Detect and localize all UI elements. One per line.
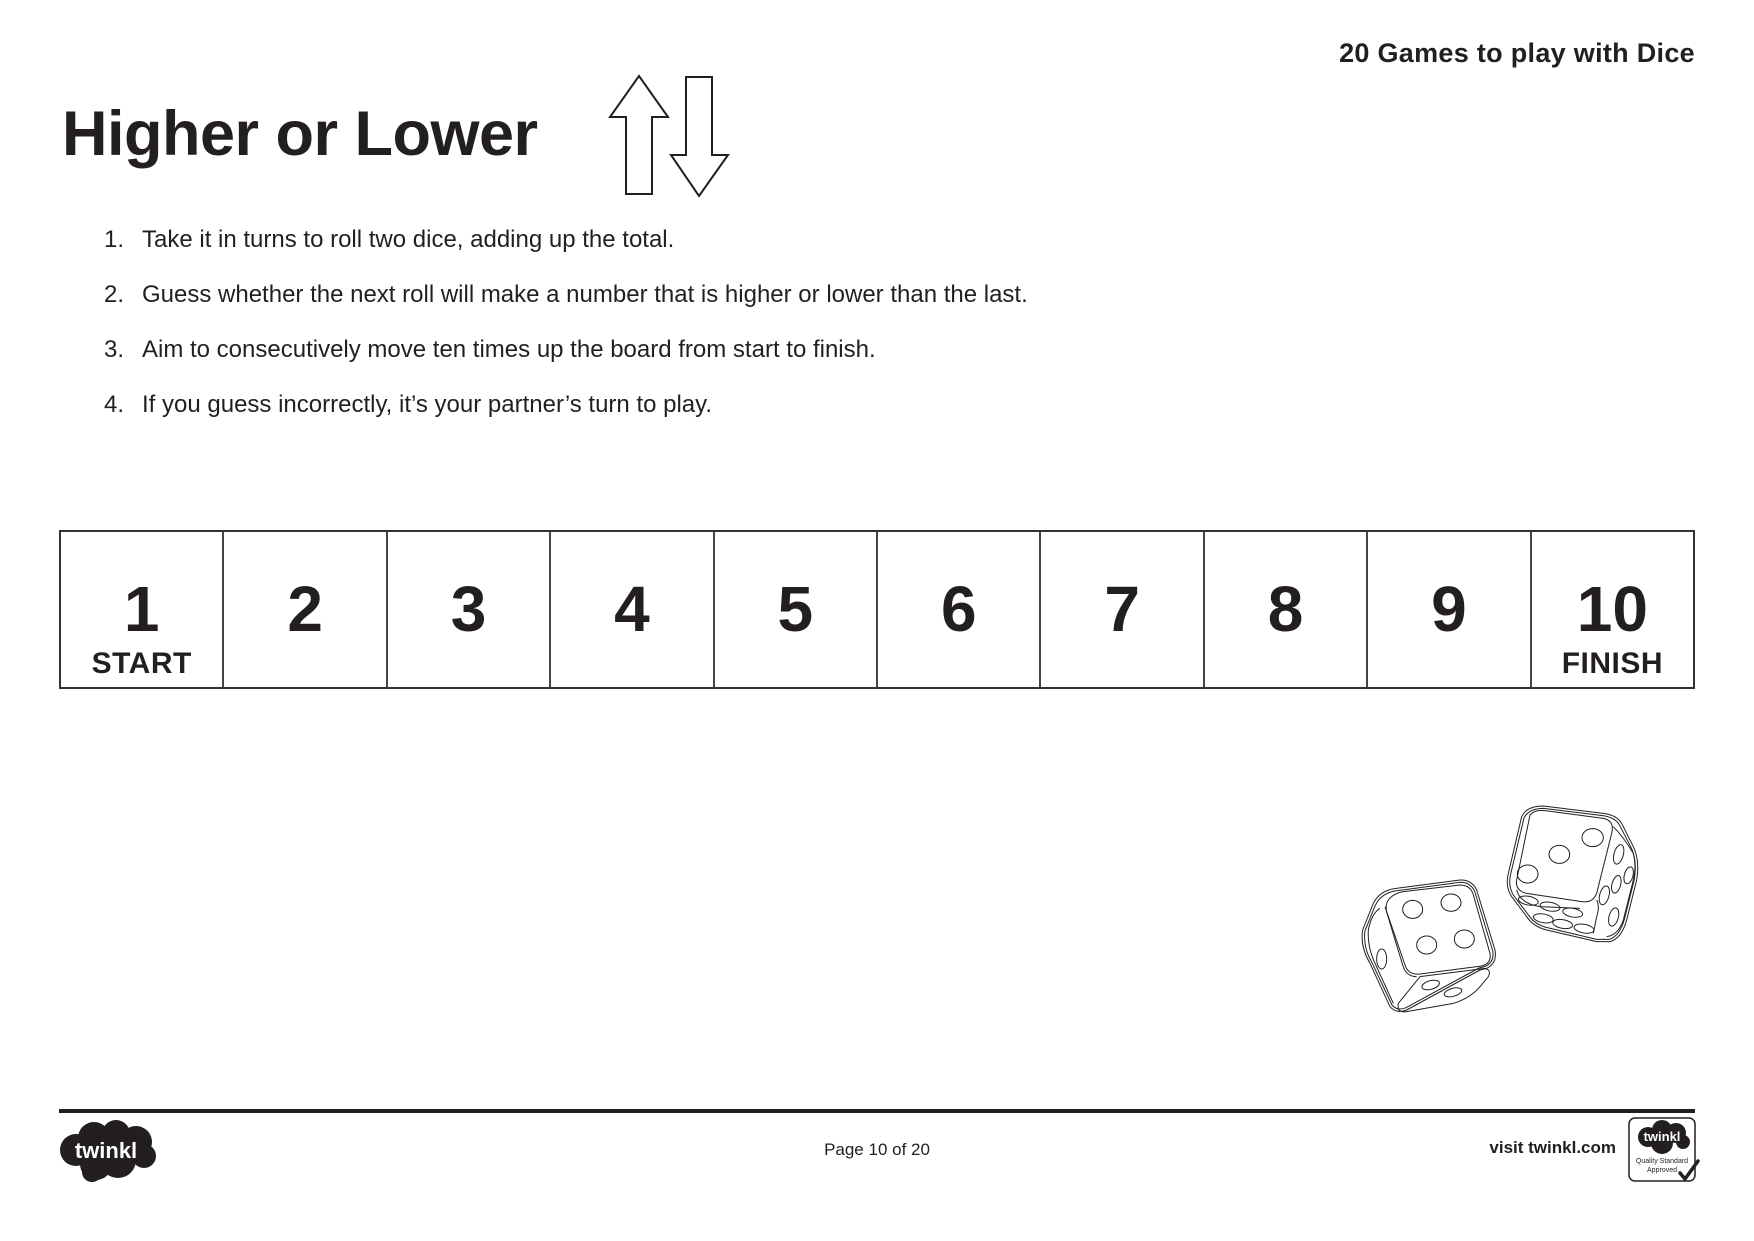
svg-text:Quality Standard: Quality Standard: [1635, 1158, 1689, 1165]
die-right-icon: [1507, 806, 1638, 942]
board-cell-finish: [1532, 532, 1693, 687]
cell-number: 9: [1431, 573, 1467, 645]
cell-label: START: [91, 647, 192, 680]
instruction-text: Aim to consecutively move ten times up the board from start to finish.: [142, 336, 876, 363]
instruction-number: 2.: [103, 281, 124, 308]
board-cell-start: [61, 532, 224, 687]
svg-text:twinkl: twinkl: [74, 1138, 138, 1163]
board-cell: [1205, 532, 1368, 687]
page-title: Higher or Lower: [62, 99, 538, 169]
quality-badge-icon: [1628, 1117, 1702, 1185]
instruction-text: Guess whether the next roll will make a number that is higher or lower than the last.: [142, 281, 1028, 308]
visit-link[interactable]: visit twinkl.com: [1489, 1138, 1616, 1157]
instruction-number: 1.: [103, 226, 124, 253]
quality-badge: [1628, 1117, 1702, 1185]
board-cell: [388, 532, 551, 687]
cell-number: 2: [287, 573, 323, 645]
board-cell: [551, 532, 714, 687]
cell-number: 4: [614, 573, 650, 645]
board-cell: [224, 532, 387, 687]
page-number: Page 10 of 20: [824, 1140, 930, 1159]
board-cell: [878, 532, 1041, 687]
board-cell: [1041, 532, 1204, 687]
svg-text:Approved: Approved: [1647, 1167, 1677, 1174]
twinkl-logo-icon: [58, 1118, 158, 1182]
cell-number: 3: [450, 573, 487, 645]
cell-number: 1: [123, 573, 160, 645]
cell-number: 10: [1576, 573, 1648, 645]
board-cell: [1368, 532, 1531, 687]
svg-text:twinkl: twinkl: [1643, 1129, 1681, 1144]
instruction-number: 3.: [103, 336, 124, 363]
instruction-text: If you guess incorrectly, it’s your partner’s turn to play.: [142, 391, 713, 418]
cell-number: 7: [1104, 573, 1140, 645]
cell-number: 8: [1267, 573, 1304, 645]
up-down-arrows-icon: [605, 72, 735, 202]
instruction-text: Take it in turns to roll two dice, adding up the total.: [142, 226, 675, 253]
instruction-number: 4.: [103, 391, 124, 418]
series-title: 20 Games to play with Dice: [1339, 38, 1695, 68]
cell-number: 6: [940, 573, 977, 645]
footer-divider: [59, 1109, 1695, 1113]
two-dice-icon: [1340, 790, 1660, 1030]
die-left-icon: [1362, 880, 1495, 1012]
cell-label: FINISH: [1561, 647, 1664, 680]
board-cell: [715, 532, 878, 687]
game-board: [59, 530, 1695, 689]
cell-number: 5: [777, 573, 814, 645]
